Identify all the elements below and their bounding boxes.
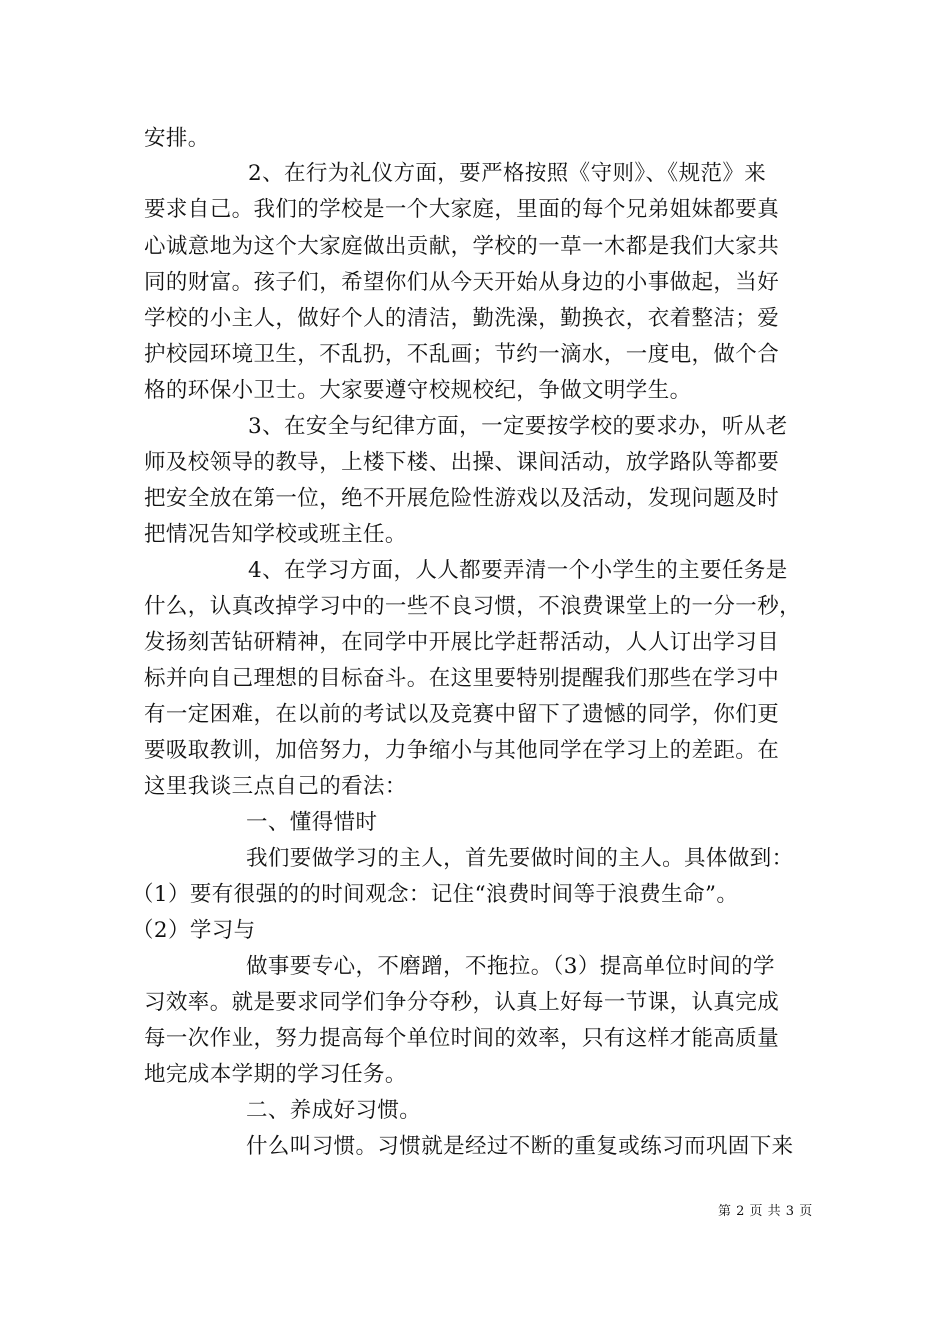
text-line: 4、在学习方面，人人都要弄清一个小学生的主要任务是: [248, 558, 788, 583]
text-line: 要求自己。我们的学校是一个大家庭，里面的每个兄弟姐妹都要真: [144, 197, 780, 222]
text-line: 护校园环境卫生，不乱扔，不乱画；节约一滴水，一度电，做个合: [144, 342, 780, 367]
section-heading: 一、懂得惜时: [246, 810, 378, 835]
section-heading: 二、养成好习惯。: [246, 1098, 422, 1123]
text-line: 同的财富。孩子们，希望你们从今天开始从身边的小事做起，当好: [144, 270, 780, 295]
text-line: 我们要做学习的主人，首先要做时间的主人。具体做到：: [246, 846, 794, 871]
text-line: （2）学习与: [132, 918, 256, 943]
text-line: 习效率。就是要求同学们争分夺秒，认真上好每一节课，认真完成: [144, 990, 780, 1015]
text-line: 有一定困难，在以前的考试以及竞赛中留下了遗憾的同学，你们更: [144, 702, 780, 727]
text-line: 把情况告知学校或班主任。: [144, 522, 407, 547]
text-line: 标并向自己理想的目标奋斗。在这里要特别提醒我们那些在学习中: [144, 666, 780, 691]
text-line: 3、在安全与纪律方面，一定要按学校的要求办，听从老: [248, 414, 788, 439]
text-line: 每一次作业，努力提高每个单位时间的效率，只有这样才能高质量: [144, 1026, 780, 1051]
text-line: 安排。: [144, 126, 210, 151]
text-line: 格的环保小卫士。大家要遵守校规校纪，争做文明学生。: [144, 378, 692, 403]
text-line: 什么叫习惯。习惯就是经过不断的重复或练习而巩固下来: [246, 1134, 794, 1159]
text-line: 这里我谈三点自己的看法：: [144, 774, 407, 799]
text-line: 学校的小主人，做好个人的清洁，勤洗澡，勤换衣，衣着整洁；爱: [144, 306, 780, 331]
text-line: 发扬刻苦钻研精神，在同学中开展比学赶帮活动，人人订出学习目: [144, 630, 780, 655]
text-line: 要吸取教训，加倍努力，力争缩小与其他同学在学习上的差距。在: [144, 738, 780, 763]
text-line: 把安全放在第一位，绝不开展危险性游戏以及活动，发现问题及时: [144, 486, 780, 511]
text-line: 师及校领导的教导，上楼下楼、出操、课间活动，放学路队等都要: [144, 450, 780, 475]
text-line: 心诚意地为这个大家庭做出贡献，学校的一草一木都是我们大家共: [144, 234, 780, 259]
text-line: （1）要有很强的的时间观念：记住“浪费时间等于浪费生命”。: [132, 882, 739, 907]
text-line: 做事要专心，不磨蹭，不拖拉。（3）提高单位时间的学: [246, 954, 775, 979]
text-line: 什么，认真改掉学习中的一些不良习惯，不浪费课堂上的一分一秒，: [144, 594, 802, 619]
text-line: 地完成本学期的学习任务。: [144, 1062, 407, 1087]
text-line: 2、在行为礼仪方面，要严格按照《守则》、《规范》来: [248, 161, 767, 186]
page-number-footer: 第 2 页 共 3 页: [718, 1204, 813, 1219]
